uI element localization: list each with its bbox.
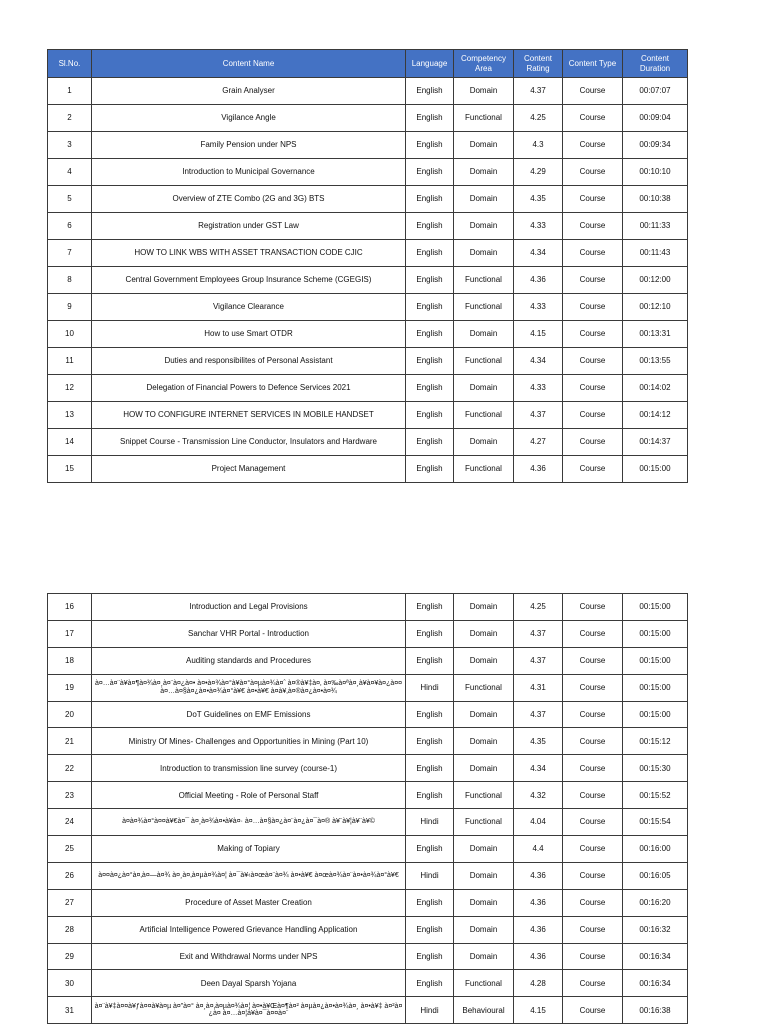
cell-sl-no: 17 [48,620,92,647]
cell-competency-area: Domain [454,186,514,213]
cell-competency-area: Domain [454,862,514,889]
cell-content-rating: 4.4 [514,836,563,863]
table-row [48,594,688,621]
cell-content-type: Course [563,213,623,240]
table-row [48,78,688,105]
table-row [48,916,688,943]
cell-content-type: Course [563,429,623,456]
cell-language: English [406,889,454,916]
table-row [48,943,688,970]
cell-sl-no: 20 [48,701,92,728]
table-row [48,159,688,186]
cell-content-rating: 4.31 [514,674,563,701]
cell-language: Hindi [406,862,454,889]
cell-content-type: Course [563,782,623,809]
cell-content-name: Procedure of Asset Master Creation [92,889,406,916]
cell-content-rating: 4.15 [514,321,563,348]
table-row [48,105,688,132]
cell-competency-area: Functional [454,402,514,429]
cell-content-type: Course [563,943,623,970]
cell-content-type: Course [563,916,623,943]
cell-content-name: Sanchar VHR Portal - Introduction [92,620,406,647]
cell-competency-area: Functional [454,809,514,836]
cell-language: English [406,375,454,402]
cell-content-duration: 00:09:34 [623,132,688,159]
cell-competency-area: Functional [454,294,514,321]
table-row [48,348,688,375]
cell-content-duration: 00:11:43 [623,240,688,267]
cell-sl-no: 24 [48,809,92,836]
cell-content-rating: 4.15 [514,997,563,1024]
cell-language: English [406,132,454,159]
cell-content-type: Course [563,862,623,889]
cell-competency-area: Behavioural [454,997,514,1024]
cell-content-name: Duties and responsibilites of Personal Assistant [92,348,406,375]
cell-competency-area: Domain [454,213,514,240]
cell-language: English [406,755,454,782]
cell-content-name: Introduction to transmission line survey (course-1) [92,755,406,782]
cell-content-duration: 00:16:00 [623,836,688,863]
cell-content-duration: 00:10:38 [623,186,688,213]
cell-sl-no: 8 [48,267,92,294]
cell-language: English [406,728,454,755]
cell-content-duration: 00:14:02 [623,375,688,402]
cell-content-rating: 4.28 [514,970,563,997]
table-row [48,782,688,809]
content-table-top [47,49,688,483]
table-row [48,186,688,213]
cell-sl-no: 26 [48,862,92,889]
cell-competency-area: Domain [454,159,514,186]
cell-sl-no: 13 [48,402,92,429]
cell-sl-no: 5 [48,186,92,213]
table-row [48,620,688,647]
cell-sl-no: 11 [48,348,92,375]
cell-content-name: Central Government Employees Group Insurance Scheme (CGEGIS) [92,267,406,294]
cell-sl-no: 29 [48,943,92,970]
cell-sl-no: 30 [48,970,92,997]
cell-content-rating: 4.37 [514,701,563,728]
cell-sl-no: 19 [48,674,92,701]
cell-sl-no: 18 [48,647,92,674]
cell-language: English [406,943,454,970]
cell-competency-area: Domain [454,240,514,267]
cell-sl-no: 14 [48,429,92,456]
cell-content-rating: 4.34 [514,755,563,782]
cell-language: English [406,294,454,321]
header-content-rating: Content Rating [514,50,563,78]
cell-content-duration: 00:11:33 [623,213,688,240]
cell-language: English [406,594,454,621]
table-row [48,267,688,294]
cell-competency-area: Domain [454,916,514,943]
table-row [48,647,688,674]
cell-competency-area: Domain [454,321,514,348]
cell-content-name: How to use Smart OTDR [92,321,406,348]
cell-content-type: Course [563,267,623,294]
cell-content-name: Family Pension under NPS [92,132,406,159]
cell-content-duration: 00:15:12 [623,728,688,755]
cell-competency-area: Domain [454,620,514,647]
cell-content-rating: 4.37 [514,78,563,105]
cell-language: English [406,782,454,809]
cell-content-name: Registration under GST Law [92,213,406,240]
cell-competency-area: Functional [454,674,514,701]
cell-language: English [406,970,454,997]
table-row [48,429,688,456]
header-competency-area: Competency Area [454,50,514,78]
cell-language: Hindi [406,674,454,701]
cell-content-rating: 4.34 [514,240,563,267]
cell-content-name: HOW TO CONFIGURE INTERNET SERVICES IN MOBILE HANDSET [92,402,406,429]
cell-content-rating: 4.37 [514,647,563,674]
cell-content-duration: 00:12:10 [623,294,688,321]
cell-content-duration: 00:15:00 [623,674,688,701]
cell-content-rating: 4.36 [514,862,563,889]
cell-competency-area: Domain [454,836,514,863]
cell-content-type: Course [563,728,623,755]
cell-content-rating: 4.37 [514,402,563,429]
header-content-duration: Content Duration [623,50,688,78]
header-content-name: Content Name [92,50,406,78]
cell-sl-no: 31 [48,997,92,1024]
cell-competency-area: Functional [454,267,514,294]
cell-language: English [406,429,454,456]
cell-competency-area: Functional [454,970,514,997]
cell-content-rating: 4.33 [514,294,563,321]
cell-content-rating: 4.33 [514,375,563,402]
cell-sl-no: 2 [48,105,92,132]
cell-content-rating: 4.04 [514,809,563,836]
table-row [48,402,688,429]
cell-content-type: Course [563,970,623,997]
cell-language: English [406,647,454,674]
cell-content-rating: 4.37 [514,620,563,647]
table-row [48,132,688,159]
table-row [48,836,688,863]
cell-content-rating: 4.25 [514,105,563,132]
cell-language: English [406,105,454,132]
cell-sl-no: 3 [48,132,92,159]
table-row [48,456,688,483]
cell-content-type: Course [563,755,623,782]
cell-content-type: Course [563,647,623,674]
cell-content-name: Auditing standards and Procedures [92,647,406,674]
cell-content-type: Course [563,294,623,321]
cell-competency-area: Domain [454,943,514,970]
cell-content-name: Official Meeting - Role of Personal Staff [92,782,406,809]
cell-content-rating: 4.36 [514,456,563,483]
cell-content-rating: 4.34 [514,348,563,375]
content-table-bottom [47,593,688,1024]
cell-language: English [406,402,454,429]
cell-competency-area: Domain [454,728,514,755]
cell-content-rating: 4.25 [514,594,563,621]
cell-competency-area: Domain [454,78,514,105]
cell-competency-area: Domain [454,132,514,159]
table-row [48,321,688,348]
cell-sl-no: 12 [48,375,92,402]
cell-content-duration: 00:16:34 [623,970,688,997]
cell-sl-no: 6 [48,213,92,240]
cell-sl-no: 10 [48,321,92,348]
cell-content-name: Making of Topiary [92,836,406,863]
cell-content-name: à¤¨à¥‡à¤¤à¥ƒà¤¤à¥à¤µ à¤”à¤° à¤¸à¤‚à¤µà¤¾à¤¦ à¤•à¥Œà¤¶à¤² à¤µà¤¿à¤•à¤¾à¤¸ à¤•à¥‡ à¤²à¤¿à¤ à¤…à¤¦à¥à¤¯à¤¤à¤¨ [92,997,406,1024]
table-row [48,728,688,755]
cell-content-duration: 00:16:05 [623,862,688,889]
cell-competency-area: Domain [454,755,514,782]
cell-content-type: Course [563,240,623,267]
cell-content-type: Course [563,78,623,105]
cell-competency-area: Functional [454,456,514,483]
cell-sl-no: 9 [48,294,92,321]
cell-content-type: Course [563,594,623,621]
cell-content-duration: 00:15:00 [623,594,688,621]
cell-content-duration: 00:10:10 [623,159,688,186]
cell-content-rating: 4.36 [514,943,563,970]
cell-content-type: Course [563,809,623,836]
cell-content-name: Ministry Of Mines- Challenges and Opportunities in Mining (Part 10) [92,728,406,755]
table-row [48,240,688,267]
cell-content-rating: 4.32 [514,782,563,809]
header-row [48,50,688,78]
cell-content-type: Course [563,620,623,647]
table-row [48,375,688,402]
cell-content-duration: 00:15:00 [623,456,688,483]
cell-content-type: Course [563,997,623,1024]
cell-language: English [406,186,454,213]
cell-content-duration: 00:12:00 [623,267,688,294]
cell-language: English [406,836,454,863]
cell-language: English [406,240,454,267]
table-row [48,294,688,321]
cell-sl-no: 16 [48,594,92,621]
cell-content-name: Vigilance Angle [92,105,406,132]
cell-content-rating: 4.36 [514,267,563,294]
cell-content-duration: 00:15:30 [623,755,688,782]
cell-language: English [406,321,454,348]
cell-content-name: Delegation of Financial Powers to Defence Services 2021 [92,375,406,402]
cell-content-name: Vigilance Clearance [92,294,406,321]
cell-competency-area: Functional [454,782,514,809]
cell-content-name: DoT Guidelines on EMF Emissions [92,701,406,728]
cell-language: Hindi [406,997,454,1024]
cell-content-duration: 00:15:54 [623,809,688,836]
cell-competency-area: Functional [454,105,514,132]
cell-content-type: Course [563,889,623,916]
cell-content-duration: 00:13:31 [623,321,688,348]
cell-language: Hindi [406,809,454,836]
table-row [48,674,688,701]
cell-content-rating: 4.3 [514,132,563,159]
cell-content-duration: 00:15:00 [623,620,688,647]
cell-content-duration: 00:16:32 [623,916,688,943]
cell-content-type: Course [563,402,623,429]
cell-content-rating: 4.36 [514,916,563,943]
cell-sl-no: 15 [48,456,92,483]
cell-content-name: HOW TO LINK WBS WITH ASSET TRANSACTION CODE CJIC [92,240,406,267]
cell-content-duration: 00:16:20 [623,889,688,916]
cell-content-type: Course [563,375,623,402]
cell-content-duration: 00:16:38 [623,997,688,1024]
table-row [48,997,688,1024]
cell-content-rating: 4.29 [514,159,563,186]
cell-language: English [406,267,454,294]
cell-competency-area: Domain [454,429,514,456]
cell-content-type: Course [563,348,623,375]
cell-content-duration: 00:09:04 [623,105,688,132]
cell-content-duration: 00:07:07 [623,78,688,105]
cell-content-type: Course [563,321,623,348]
cell-language: English [406,213,454,240]
cell-content-rating: 4.27 [514,429,563,456]
cell-sl-no: 21 [48,728,92,755]
cell-competency-area: Domain [454,647,514,674]
table-row [48,755,688,782]
cell-content-type: Course [563,159,623,186]
cell-content-name: Project Management [92,456,406,483]
cell-competency-area: Domain [454,889,514,916]
cell-content-name: Overview of ZTE Combo (2G and 3G) BTS [92,186,406,213]
cell-content-name: Exit and Withdrawal Norms under NPS [92,943,406,970]
cell-content-name: Snippet Course - Transmission Line Conductor, Insulators and Hardware [92,429,406,456]
cell-sl-no: 22 [48,755,92,782]
cell-sl-no: 7 [48,240,92,267]
cell-content-duration: 00:15:00 [623,647,688,674]
cell-content-type: Course [563,701,623,728]
cell-competency-area: Domain [454,701,514,728]
cell-content-name: Grain Analyser [92,78,406,105]
cell-competency-area: Domain [454,594,514,621]
cell-content-type: Course [563,105,623,132]
cell-language: English [406,78,454,105]
table-row [48,889,688,916]
table-row [48,701,688,728]
cell-content-duration: 00:13:55 [623,348,688,375]
cell-language: English [406,456,454,483]
cell-content-name: Deen Dayal Sparsh Yojana [92,970,406,997]
cell-content-type: Course [563,836,623,863]
cell-content-name: à¤…à¤¨à¥à¤¶à¤¾à¤¸à¤¨à¤¿à¤• à¤•à¤¾à¤°à¥à¤°à¤µà¤¾à¤ˆ à¤®à¥‡à¤‚ à¤‰à¤ªà¤¸à¥à¤¥à¤¿à¤¤ à¤…à¤§à¤¿à¤•à¤¾à¤°à¥€ à¤•à¥€ à¤à¥‚à¤®à¤¿à¤•à¤¾ [92,674,406,701]
table-row [48,970,688,997]
cell-content-type: Course [563,674,623,701]
cell-competency-area: Domain [454,375,514,402]
cell-content-duration: 00:16:34 [623,943,688,970]
cell-content-name: à¤à¤¾à¤°à¤¤à¥€à¤¯ à¤¸à¤¾à¤•à¥à¤· à¤…à¤§à¤¿à¤¨à¤¿à¤¯à¤® à¥¨à¥¦à¥¨à¥© [92,809,406,836]
cell-content-name: Artificial Intelligence Powered Grievance Handling Application [92,916,406,943]
cell-content-name: Introduction and Legal Provisions [92,594,406,621]
cell-language: English [406,620,454,647]
cell-language: English [406,159,454,186]
cell-language: English [406,701,454,728]
header-sl-no: Sl.No. [48,50,92,78]
cell-content-type: Course [563,132,623,159]
cell-sl-no: 28 [48,916,92,943]
cell-sl-no: 4 [48,159,92,186]
table-row [48,213,688,240]
cell-sl-no: 1 [48,78,92,105]
cell-content-duration: 00:15:52 [623,782,688,809]
table-row [48,809,688,836]
cell-content-name: à¤¤à¤¿à¤°à¤‚à¤—à¤¾ à¤¸à¤‚à¤µà¤¾à¤¦ à¤¯à¥‹à¤œà¤¨à¤¾ à¤•à¥€ à¤œà¤¾à¤¨à¤•à¤¾à¤°à¥€ [92,862,406,889]
cell-language: English [406,348,454,375]
cell-sl-no: 25 [48,836,92,863]
header-language: Language [406,50,454,78]
cell-competency-area: Functional [454,348,514,375]
cell-content-duration: 00:14:12 [623,402,688,429]
table-row [48,862,688,889]
cell-content-type: Course [563,456,623,483]
cell-content-rating: 4.35 [514,186,563,213]
cell-sl-no: 23 [48,782,92,809]
cell-content-type: Course [563,186,623,213]
cell-language: English [406,916,454,943]
cell-content-rating: 4.33 [514,213,563,240]
cell-content-name: Introduction to Municipal Governance [92,159,406,186]
cell-content-rating: 4.36 [514,889,563,916]
cell-content-duration: 00:14:37 [623,429,688,456]
cell-content-duration: 00:15:00 [623,701,688,728]
cell-content-rating: 4.35 [514,728,563,755]
cell-sl-no: 27 [48,889,92,916]
header-content-type: Content Type [563,50,623,78]
